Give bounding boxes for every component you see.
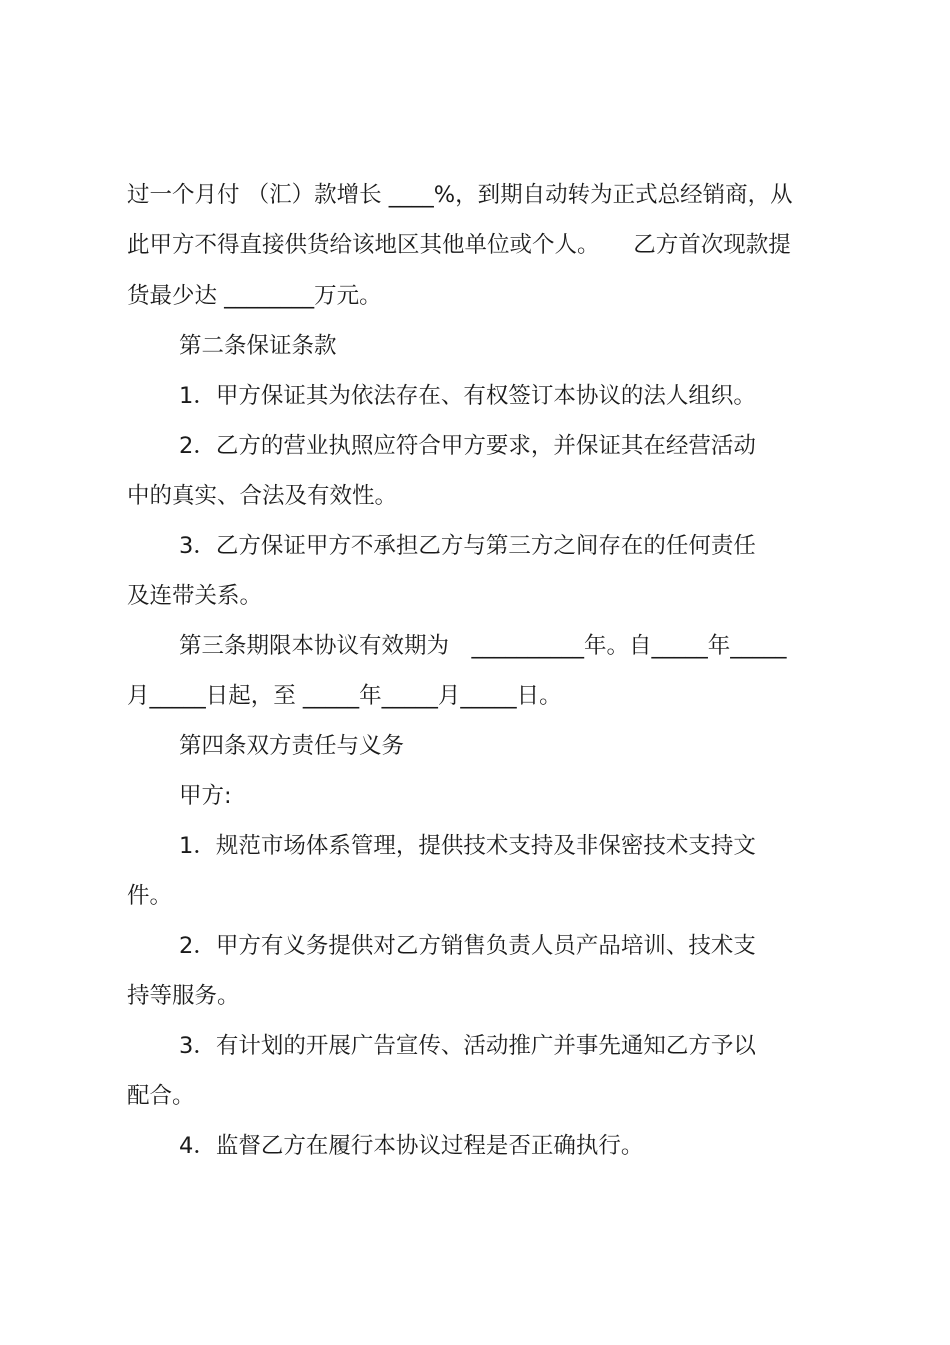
body-line-2: 此甲方不得直接供货给该地区其他单位或个人。 乙方首次现款提 [127, 232, 791, 258]
body-line-1: 过一个月付 （汇）款增长 ____%，到期自动转为正式总经销商，从 [127, 182, 793, 208]
clause-2-3-cont: 及连带关系。 [127, 583, 263, 609]
clause-4-3-cont: 配合。 [127, 1083, 195, 1109]
body-line-3: 货最少达 ________万元。 [127, 283, 382, 309]
section-3-cont: 月_____日起，至 _____年_____月_____日。 [127, 683, 562, 709]
section-heading-3: 第三条期限本协议有效期为 __________年。自_____年_____ [179, 633, 787, 659]
section-heading-2: 第二条保证条款 [179, 333, 337, 359]
clause-4-1-cont: 件。 [127, 883, 173, 909]
clause-2-1: 1．甲方保证其为依法存在、有权签订本协议的法人组织。 [179, 383, 756, 409]
clause-2-3: 3．乙方保证甲方不承担乙方与第三方之间存在的任何责任 [179, 533, 756, 559]
clause-2-2-cont: 中的真实、合法及有效性。 [127, 483, 398, 509]
clause-4-3: 3．有计划的开展广告宣传、活动推广并事先通知乙方予以 [179, 1033, 756, 1059]
clause-2-2: 2．乙方的营业执照应符合甲方要求，并保证其在经营活动 [179, 433, 756, 459]
clause-4-2-cont: 持等服务。 [127, 983, 240, 1009]
party-a-label: 甲方: [179, 783, 232, 809]
section-heading-4: 第四条双方责任与义务 [179, 733, 405, 759]
clause-4-4: 4．监督乙方在履行本协议过程是否正确执行。 [179, 1133, 644, 1159]
clause-4-2: 2．甲方有义务提供对乙方销售负责人员产品培训、技术支 [179, 933, 756, 959]
clause-4-1: 1．规范市场体系管理，提供技术支持及非保密技术支持文 [179, 833, 756, 859]
